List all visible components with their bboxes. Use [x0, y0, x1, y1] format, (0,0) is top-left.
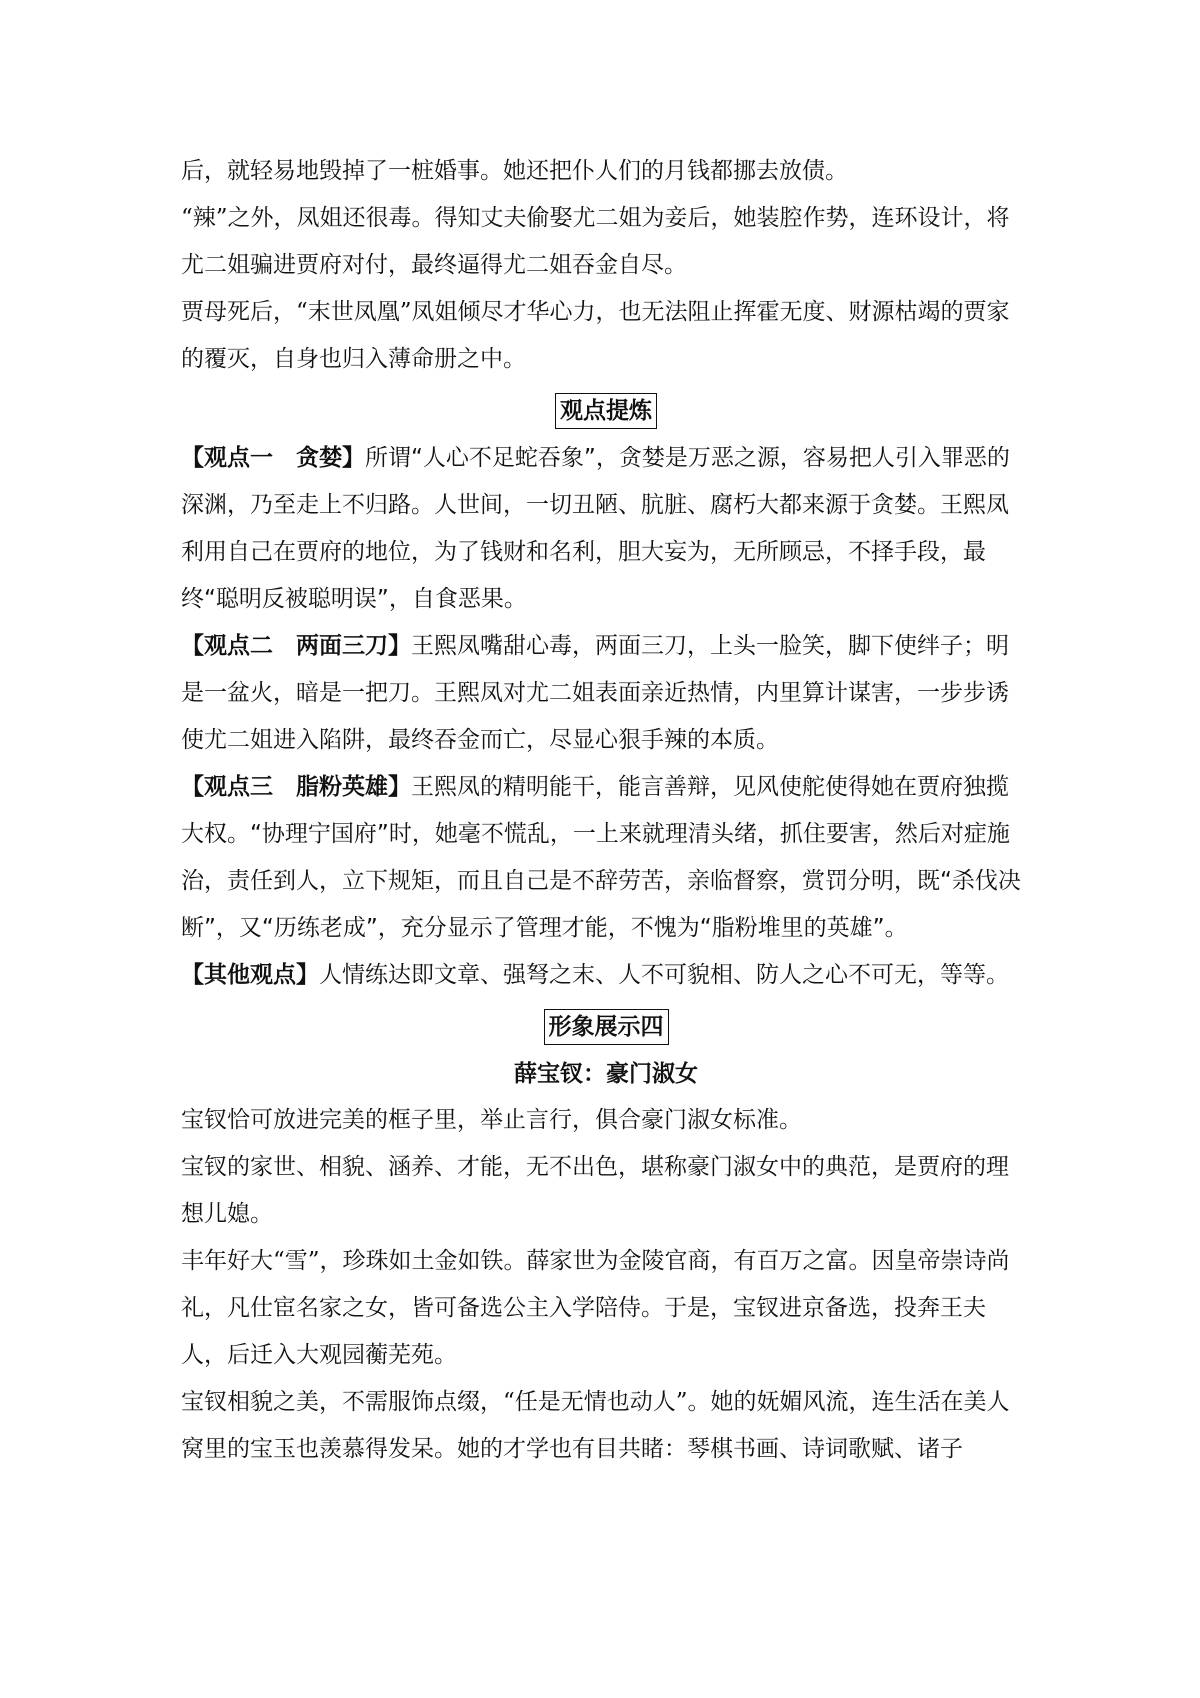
viewpoint-1: [181, 435, 1031, 623]
viewpoint-text: 所谓“人心不足蛇吞象”，贪婪是万恶之源，容易把人引入罪恶的深渊，乃至走上不归路。人世间，一切丑陋、肮脏、腐朽大都来源于贪婪。王熙凤利用自己在贾府的地位，为了钱财和名利，胆大妄为，无所顾忌，不择手段，最终“聪明反被聪明误”，自食恶果。: [181, 445, 1010, 612]
viewpoint-text: 王熙凤的精明能干，能言善辩，见风使舵使得她在贾府独揽大权。“协理宁国府”时，她毫不慌乱，一上来就理清头绪，抓住要害，然后对症施治，责任到人，立下规矩，而且自己是不辞劳苦，亲临督察，赏罚分明，既“杀伐决断”，又“历练老成”，充分显示了管理才能，不愧为“脂粉堆里的英雄”。: [181, 774, 1021, 941]
viewpoint-label: 【观点一 贪婪】: [181, 445, 365, 471]
document-page: [181, 148, 1031, 1473]
viewpoint-label: 【观点二 两面三刀】: [181, 633, 411, 659]
section-heading-viewpoints: 观点提炼: [555, 393, 657, 429]
viewpoint-text: 人情练达即文章、强弩之末、人不可貌相、防人之心不可无，等等。: [319, 962, 1009, 988]
paragraph: 宝钗的家世、相貌、涵养、才能，无不出色，堪称豪门淑女中的典范，是贾府的理想儿媳。: [181, 1154, 1009, 1227]
paragraph: 丰年好大“雪”，珍珠如土金如铁。薛家世为金陵官商，有百万之富。因皇帝崇诗尚礼，凡仕宦名家之女，皆可备选公主入学陪侍。于是，宝钗进京备选，投奔王夫人，后迁入大观园蘅芜苑。: [181, 1248, 1010, 1368]
section-heading-image-show: 形象展示四: [544, 1009, 669, 1045]
section-heading-wrap: [181, 391, 1031, 431]
paragraph: “辣”之外，凤姐还很毒。得知丈夫偷娶尤二姐为妾后，她装腔作势，连环设计，将尤二姐骗进贾府对付，最终逼得尤二姐吞金自尽。: [181, 205, 1010, 278]
character-subtitle: 薛宝钗：豪门淑女: [514, 1061, 698, 1087]
paragraph: 贾母死后，“末世凤凰”凤姐倾尽才华心力，也无法阻止挥霍无度、财源枯竭的贾家的覆灭，自身也归入薄命册之中。: [181, 299, 1010, 372]
viewpoint-other: [181, 952, 1031, 999]
viewpoint-label: 【其他观点】: [181, 962, 319, 988]
paragraph: 宝钗相貌之美，不需服饰点缀，“任是无情也动人”。她的妩媚风流，连生活在美人窝里的宝玉也羡慕得发呆。她的才学也有目共睹：琴棋书画、诗词歌赋、诸子: [181, 1389, 1010, 1462]
paragraph: 后，就轻易地毁掉了一桩婚事。她还把仆人们的月钱都挪去放债。: [181, 158, 848, 184]
viewpoint-text: 王熙凤嘴甜心毒，两面三刀，上头一脸笑，脚下使绊子；明是一盆火，暗是一把刀。王熙凤对尤二姐表面亲近热情，内里算计谋害，一步步诱使尤二姐进入陷阱，最终吞金而亡，尽显心狠手辣的本质。: [181, 633, 1009, 753]
section-heading-wrap: [181, 1007, 1031, 1047]
viewpoint-2: [181, 623, 1031, 764]
viewpoint-3: [181, 764, 1031, 952]
viewpoint-label: 【观点三 脂粉英雄】: [181, 774, 411, 800]
paragraph: 宝钗恰可放进完美的框子里，举止言行，俱合豪门淑女标准。: [181, 1107, 802, 1133]
